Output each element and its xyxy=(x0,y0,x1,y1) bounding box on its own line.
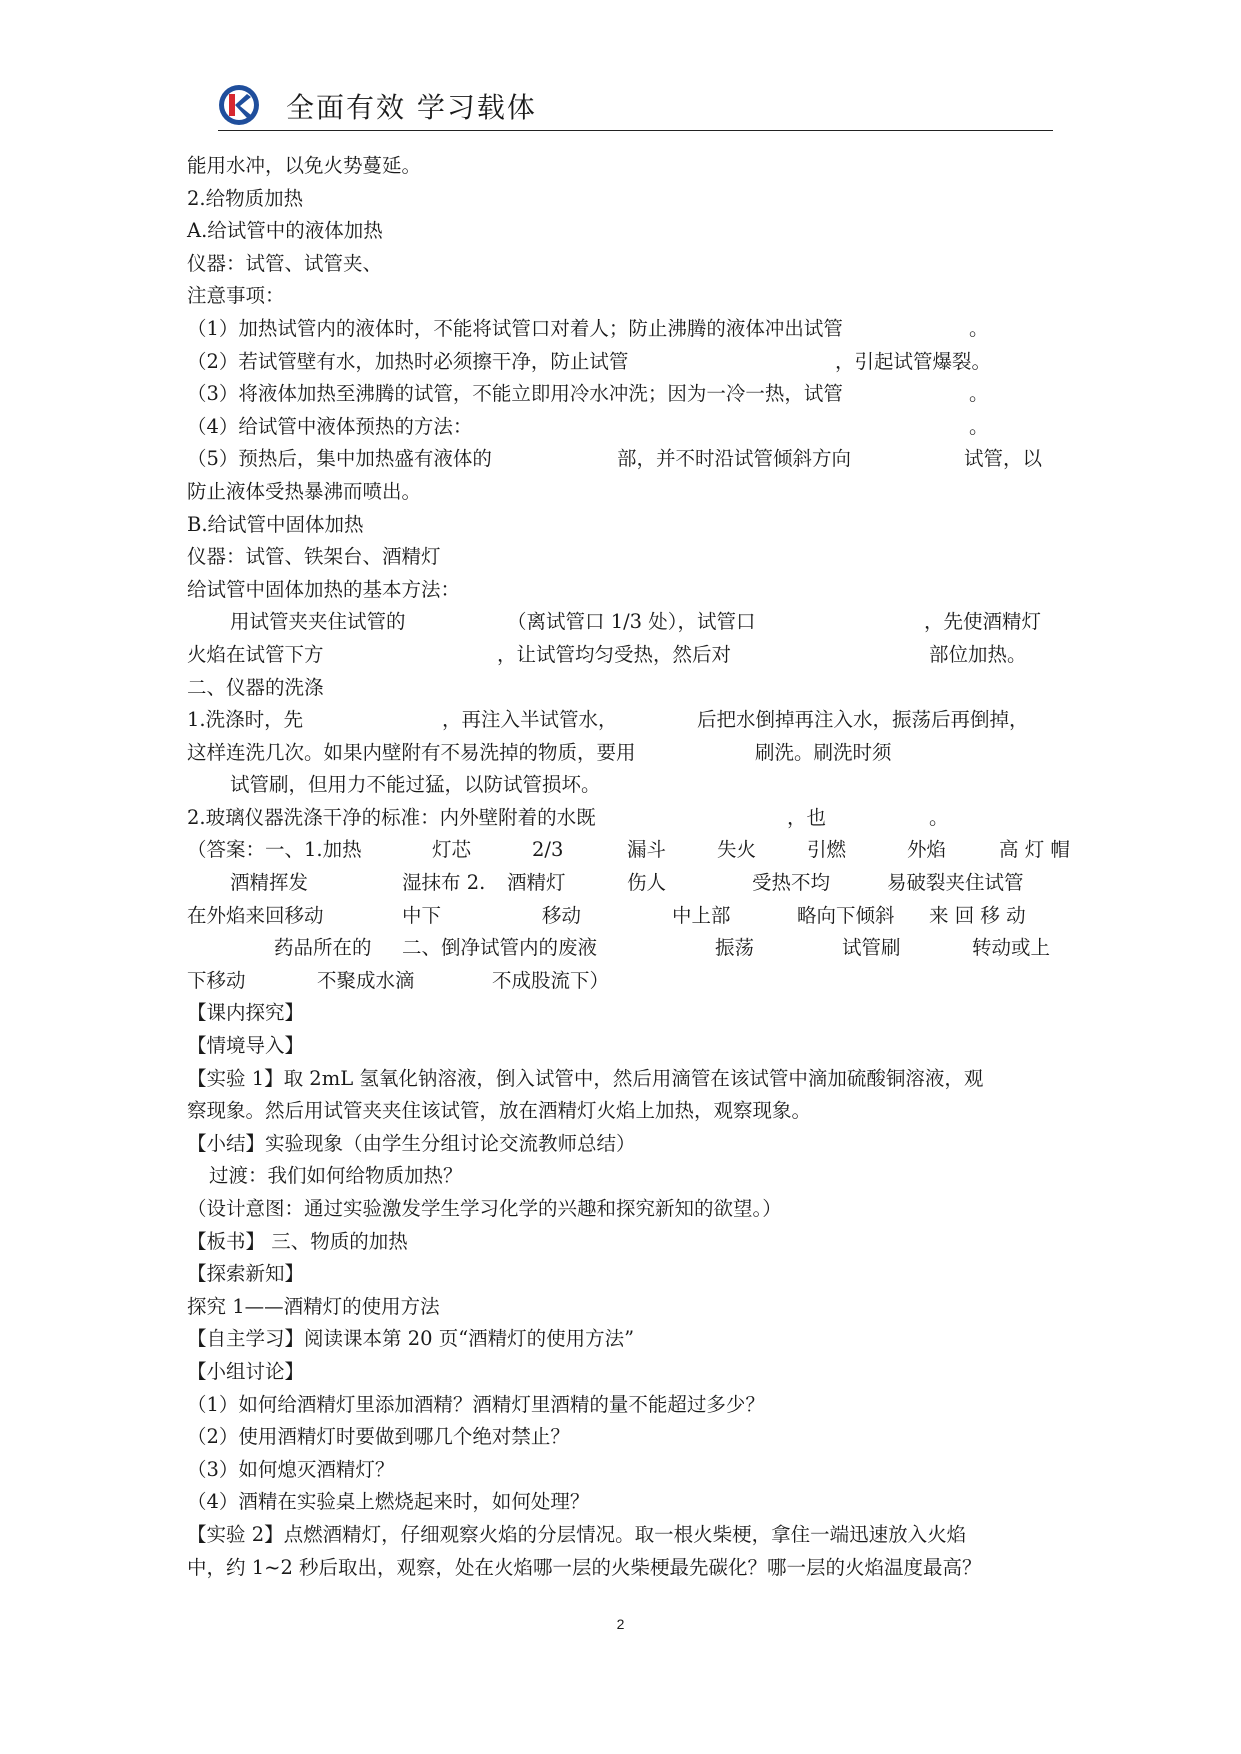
text-line xyxy=(187,834,1070,867)
text-segment: 下移动 xyxy=(187,968,246,992)
text-segment: 高 灯 帽 xyxy=(999,838,1070,862)
text-segment: 仪器：试管、铁架台、酒精灯 xyxy=(187,545,441,569)
text-line xyxy=(187,150,1057,183)
text-segment: 给试管中固体加热的基本方法： xyxy=(187,577,461,601)
text-segment: 转动或上 xyxy=(972,936,1051,960)
text-segment: 【板书】 三、物质的加热 xyxy=(187,1229,408,1253)
text-segment: 能用水冲，以免火势蔓延。 xyxy=(187,154,422,177)
text-line xyxy=(187,1421,1057,1454)
text-segment: （离试管口 1/3 处），试管口 xyxy=(507,610,756,634)
text-segment: 仪器：试管、试管夹、 xyxy=(187,251,383,275)
text-line xyxy=(187,1128,1057,1161)
text-line xyxy=(187,867,1057,900)
text-segment: 1.洗涤时，先 xyxy=(187,708,304,732)
text-segment: 2.玻璃仪器洗涤干净的标准：内外壁附着的水既 xyxy=(187,805,596,829)
text-segment: 察现象。然后用试管夹夹住该试管，放在酒精灯火焰上加热，观察现象。 xyxy=(187,1099,812,1123)
text-segment: 试管刷 xyxy=(842,936,901,960)
text-line xyxy=(187,1095,1057,1128)
text-line xyxy=(187,1486,1057,1519)
text-segment: B.给试管中固体加热 xyxy=(187,512,364,536)
text-segment: （4）给试管中液体预热的方法： xyxy=(187,414,473,438)
text-line xyxy=(187,639,1057,672)
text-segment: 。 xyxy=(969,414,989,438)
text-segment: 失火 xyxy=(717,838,757,862)
text-segment: 防止液体受热暴沸而喷出。 xyxy=(187,479,422,503)
text-segment: 二、倒净试管内的废液 xyxy=(402,936,598,960)
text-segment: ，引起试管爆裂。 xyxy=(835,349,992,373)
text-line xyxy=(187,541,1057,574)
text-segment: 外焰 xyxy=(907,838,947,862)
text-segment: 湿抹布 2. xyxy=(402,871,486,895)
text-segment: 酒精灯 xyxy=(507,871,566,895)
text-segment: 。 xyxy=(969,382,989,406)
text-line xyxy=(187,443,1057,476)
text-segment: 中，约 1~2 秒后取出，观察，处在火焰哪一层的火柴梗最先碳化？哪一层的火焰温度最高？ xyxy=(187,1555,982,1579)
text-segment: 伤人 xyxy=(627,871,667,895)
text-segment: 略向下倾斜 xyxy=(797,903,895,927)
text-line xyxy=(187,965,1057,998)
text-segment: （1）如何给酒精灯里添加酒精？酒精灯里酒精的量不能超过多少？ xyxy=(187,1392,765,1416)
text-segment: 过渡：我们如何给物质加热？ xyxy=(209,1164,463,1188)
text-segment: 灯芯 xyxy=(432,838,472,862)
text-segment: 中下 xyxy=(402,903,442,927)
text-segment: 二、仪器的洗涤 xyxy=(187,675,324,699)
text-segment: 【课内探究】 xyxy=(187,1001,305,1025)
text-segment: 这样连洗几次。如果内壁附有不易洗掉的物质，要用 xyxy=(187,740,636,764)
text-segment: 易破裂夹住试管 xyxy=(887,871,1024,895)
text-segment: （答案：一、1.加热 xyxy=(187,838,362,862)
text-line xyxy=(187,574,1057,607)
text-segment: 振荡 xyxy=(715,936,755,960)
text-line xyxy=(187,802,1057,835)
page-header xyxy=(218,84,1053,131)
text-line xyxy=(187,1323,1057,1356)
text-line xyxy=(187,1030,1057,1063)
text-segment: 来 回 移 动 xyxy=(929,903,1026,927)
text-segment: 【小结】实验现象（由学生分组讨论交流教师总结） xyxy=(187,1131,636,1155)
text-segment: 2.给物质加热 xyxy=(187,186,304,210)
text-line xyxy=(187,737,1057,770)
text-segment: 火焰在试管下方 xyxy=(187,642,324,666)
header-title: 全面有效 学习载体 xyxy=(286,91,537,124)
text-segment: 不成股流下） xyxy=(492,968,610,992)
text-segment: （2）使用酒精灯时要做到哪几个绝对禁止？ xyxy=(187,1425,570,1449)
text-segment: 不聚成水滴 xyxy=(317,968,415,992)
text-line xyxy=(187,769,1057,802)
text-segment: 2/3 xyxy=(532,838,564,862)
text-line xyxy=(187,248,1057,281)
text-segment: 。 xyxy=(969,316,989,340)
text-segment: 后把水倒掉再注入水，振荡后再倒掉， xyxy=(697,708,1029,732)
text-segment: （1）加热试管内的液体时，不能将试管口对着人；防止沸腾的液体冲出试管 xyxy=(187,316,843,340)
text-segment: 【小组讨论】 xyxy=(187,1359,305,1383)
text-line xyxy=(187,378,1057,411)
text-line xyxy=(187,1226,1057,1259)
text-line xyxy=(187,1193,1057,1226)
text-line xyxy=(187,476,1057,509)
text-segment: 【实验 2】点燃酒精灯，仔细观察火焰的分层情况。取一根火柴梗，拿住一端迅速放入火焰 xyxy=(187,1522,967,1546)
text-segment: 部位加热。 xyxy=(929,642,1027,666)
text-line xyxy=(187,900,1057,933)
text-segment: A.给试管中的液体加热 xyxy=(187,219,383,243)
document-body xyxy=(187,150,1070,1584)
text-segment: 药品所在的 xyxy=(274,936,372,960)
text-segment: 【自主学习】阅读课本第 20 页“酒精灯的使用方法” xyxy=(187,1327,635,1351)
text-segment: ，也 xyxy=(787,805,827,829)
text-segment: （3）如何熄灭酒精灯？ xyxy=(187,1457,395,1481)
text-segment: 在外焰来回移动 xyxy=(187,903,324,927)
text-line xyxy=(187,1160,1057,1193)
text-line xyxy=(187,1356,1057,1389)
text-line xyxy=(187,704,1057,737)
text-segment: 刷洗。刷洗时须 xyxy=(755,740,892,764)
text-line xyxy=(187,1389,1057,1422)
text-line xyxy=(187,215,1057,248)
text-segment: ，先使酒精灯 xyxy=(924,610,1042,634)
text-line xyxy=(187,183,1057,216)
text-line xyxy=(187,997,1057,1030)
text-segment: 引燃 xyxy=(807,838,847,862)
text-segment: 【实验 1】取 2mL 氢氧化钠溶液，倒入试管中，然后用滴管在该试管中滴加硫酸铜溶液，观 xyxy=(187,1066,984,1090)
text-segment: 用试管夹夹住试管的 xyxy=(230,610,406,634)
text-segment: 酒精挥发 xyxy=(230,871,309,895)
text-line xyxy=(187,1258,1057,1291)
text-segment: 【情境导入】 xyxy=(187,1034,305,1058)
text-segment: 受热不均 xyxy=(752,871,831,895)
text-segment: （2）若试管壁有水，加热时必须擦干净，防止试管 xyxy=(187,349,629,373)
text-line xyxy=(187,346,1057,379)
text-segment: ，让试管均匀受热，然后对 xyxy=(497,642,732,666)
text-line xyxy=(187,1291,1057,1324)
text-segment: 。 xyxy=(929,805,949,829)
text-line xyxy=(187,932,1057,965)
text-segment: 移动 xyxy=(542,903,582,927)
text-line xyxy=(187,606,1057,639)
text-line xyxy=(187,509,1057,542)
text-line xyxy=(187,1063,1057,1096)
text-line xyxy=(187,280,1057,313)
text-segment: 【探索新知】 xyxy=(187,1262,305,1286)
text-line xyxy=(187,1454,1057,1487)
text-segment: 探究 1——酒精灯的使用方法 xyxy=(187,1294,440,1318)
text-line xyxy=(187,1552,1057,1585)
text-line xyxy=(187,1519,1057,1552)
text-segment: （5）预热后，集中加热盛有液体的 xyxy=(187,447,492,471)
text-segment: 中上部 xyxy=(672,903,731,927)
text-segment: ，再注入半试管水， xyxy=(442,708,618,732)
text-line xyxy=(187,313,1057,346)
text-line xyxy=(187,411,1057,444)
text-segment: 试管，以 xyxy=(964,447,1043,471)
text-segment: （3）将液体加热至沸腾的试管，不能立即用冷水冲洗；因为一冷一热，试管 xyxy=(187,382,843,406)
logo-icon xyxy=(218,84,260,126)
text-segment: 试管刷，但用力不能过猛，以防试管损坏。 xyxy=(230,773,601,797)
text-segment: （4）酒精在实验桌上燃烧起来时，如何处理？ xyxy=(187,1490,590,1514)
text-segment: （设计意图：通过实验激发学生学习化学的兴趣和探究新知的欲望。） xyxy=(187,1197,782,1220)
text-segment: 注意事项： xyxy=(187,284,285,308)
page-number: 2 xyxy=(616,1616,625,1632)
text-segment: 漏斗 xyxy=(627,838,667,862)
text-segment: 部，并不时沿试管倾斜方向 xyxy=(617,447,852,471)
text-line xyxy=(187,672,1057,705)
